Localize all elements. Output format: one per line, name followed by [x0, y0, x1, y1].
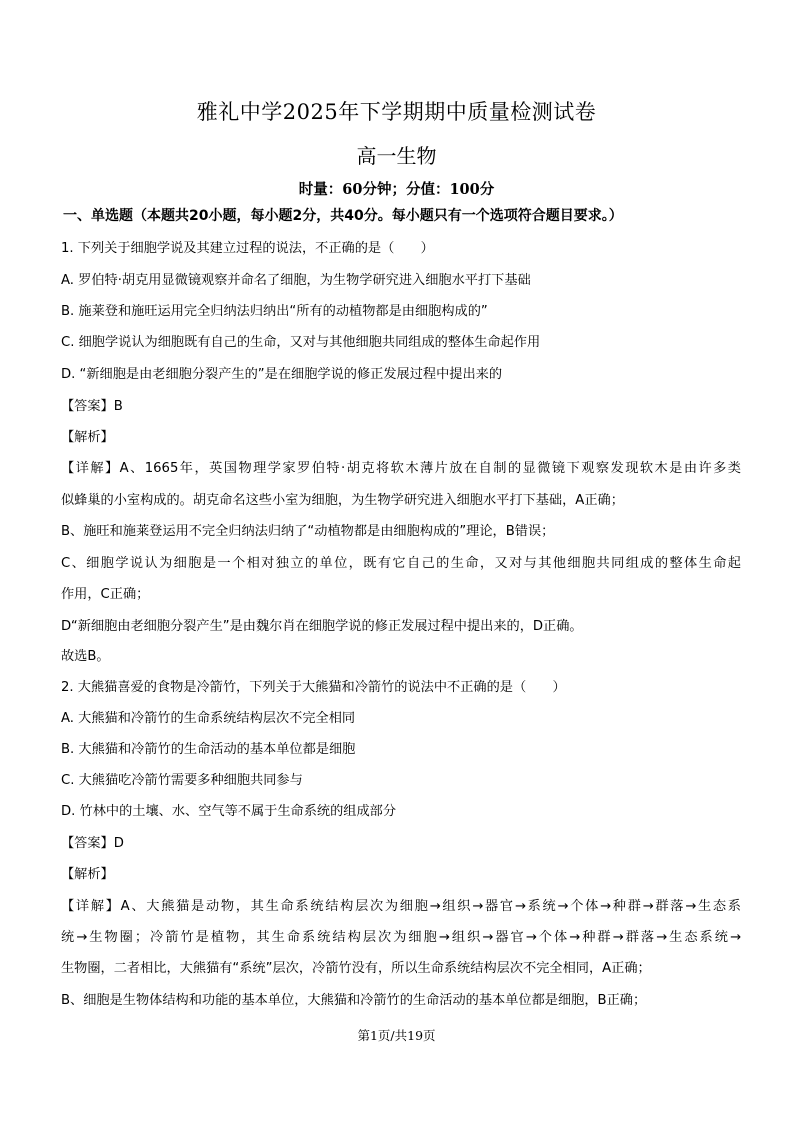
question-1-option-c: C. 细胞学说认为细胞既有自己的生命，又对与其他细胞共同组成的整体生命起作用: [61, 335, 541, 350]
question-2-detail-line-3: 生物圈，二者相比，大熊猫有“系统”层次，冷箭竹没有，所以生命系统结构层次不完全相同，A正确；: [61, 961, 651, 976]
question-2-detail-line-1: 【详解】A、大熊猫是动物，其生命系统结构层次为细胞→组织→器官→系统→个体→种群→群落→生态系: [61, 899, 741, 914]
exam-title: 雅礼中学2025年下学期期中质量检测试卷: [196, 100, 597, 124]
question-1-detail-line-4: C、细胞学说认为细胞是一个相对独立的单位，既有它自己的生命，又对与其他细胞共同组成的整体生命起: [61, 556, 741, 571]
question-2-stem: 2. 大熊猫喜爱的食物是冷箭竹，下列关于大熊猫和冷箭竹的说法中不正确的是（ ）: [61, 680, 566, 695]
question-2-answer: 【答案】D: [61, 836, 124, 851]
question-1-option-b: B. 施莱登和施旺运用完全归纳法归纳出“所有的动植物都是由细胞构成的”: [61, 304, 488, 319]
question-1-stem: 1. 下列关于细胞学说及其建立过程的说法，不正确的是（ ）: [61, 241, 434, 256]
question-1-option-a: A. 罗伯特·胡克用显微镜观察并命名了细胞，为生物学研究进入细胞水平打下基础: [61, 273, 531, 288]
exam-subject: 高一生物: [356, 144, 437, 168]
question-2-option-b: B. 大熊猫和冷箭竹的生命活动的基本单位都是细胞: [61, 742, 356, 757]
question-2-option-d: D. 竹林中的土壤、水、空气等不属于生命系统的组成部分: [61, 804, 397, 819]
section-heading: 一、单选题（本题共20小题，每小题2分，共40分。每小题只有一个选项符合题目要求。）: [63, 208, 623, 224]
exam-meta: 时量：60分钟；分值：100分: [298, 181, 495, 198]
question-2-detail-line-2: 统→生物圈；冷箭竹是植物，其生命系统结构层次为细胞→组织→器官→个体→种群→群落→生态系统→: [61, 930, 741, 945]
question-1-detail-line-6: D“新细胞由老细胞分裂产生”是由魏尔肖在细胞学说的修正发展过程中提出来的，D正确。: [61, 619, 583, 634]
question-1-option-d: D. “新细胞是由老细胞分裂产生的”是在细胞学说的修正发展过程中提出来的: [61, 367, 503, 382]
question-2-option-c: C. 大熊猫吃冷箭竹需要多种细胞共同参与: [61, 773, 303, 788]
question-1-answer: 【答案】B: [61, 399, 123, 414]
question-2-analysis-label: 【解析】: [61, 867, 114, 882]
question-1-detail-line-2: 似蜂巢的小室构成的。胡克命名这些小室为细胞，为生物学研究进入细胞水平打下基础，A正确；: [61, 493, 624, 508]
page-number: 第1页/共19页: [357, 1028, 436, 1043]
question-1-conclusion: 故选B。: [61, 649, 110, 664]
question-2-option-a: A. 大熊猫和冷箭竹的生命系统结构层次不完全相同: [61, 711, 356, 726]
question-1-detail-line-3: B、施旺和施莱登运用不完全归纳法归纳了“动植物都是由细胞构成的”理论，B错误；: [61, 524, 555, 539]
question-1-detail-line-1: 【详解】A、1665年，英国物理学家罗伯特·胡克将软木薄片放在自制的显微镜下观察发现软木是由许多类: [61, 461, 741, 476]
question-1-detail-line-5: 作用，C正确；: [61, 587, 150, 602]
question-2-detail-line-4: B、细胞是生物体结构和功能的基本单位，大熊猫和冷箭竹的生命活动的基本单位都是细胞，B正确；: [61, 993, 647, 1008]
question-1-analysis-label: 【解析】: [61, 430, 114, 445]
